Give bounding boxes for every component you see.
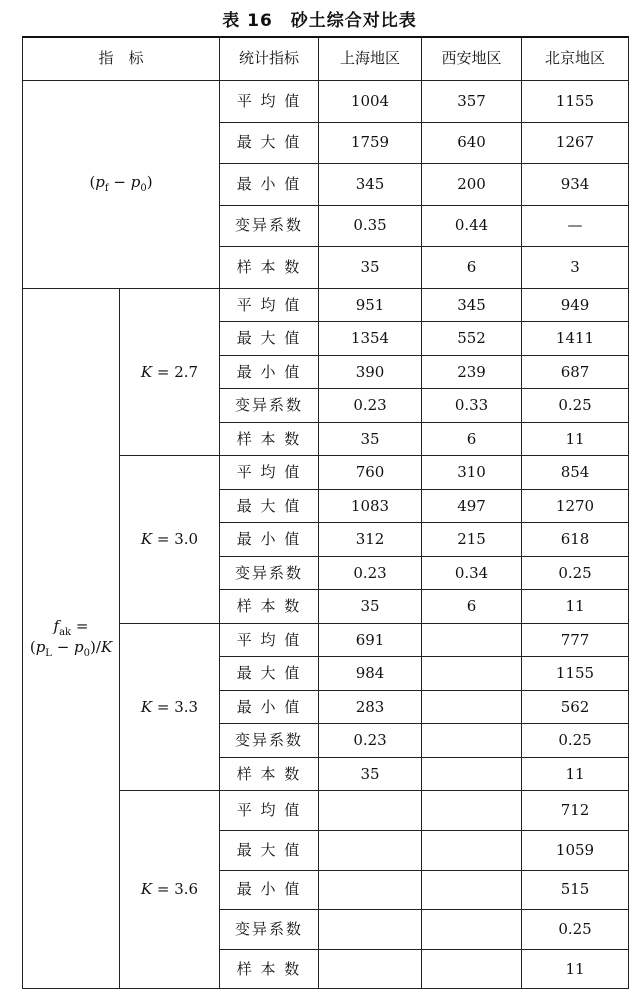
stat-label: 变异系数 xyxy=(220,910,319,950)
stat-label: 最 大 值 xyxy=(220,489,319,523)
k-label xyxy=(120,288,220,456)
k-value: = 2.7 xyxy=(152,362,199,381)
cell-xian xyxy=(422,657,522,691)
cell-xian: 345 xyxy=(422,288,522,322)
cell-shanghai: 345 xyxy=(319,164,422,206)
stat-label: 最 大 值 xyxy=(220,831,319,871)
k-value: = 3.0 xyxy=(152,530,199,549)
group1-label xyxy=(23,81,220,289)
stat-label: 最 小 值 xyxy=(220,690,319,724)
cell-shanghai: 35 xyxy=(319,247,422,289)
cell-beijing: 1059 xyxy=(522,831,629,871)
g2-p0-sub: 0 xyxy=(83,647,91,659)
g1-p-var: p xyxy=(95,173,105,192)
table-row xyxy=(23,81,629,123)
cell-beijing: 1411 xyxy=(522,322,629,356)
cell-xian xyxy=(422,724,522,758)
cell-xian xyxy=(422,623,522,657)
cell-shanghai: 0.23 xyxy=(319,724,422,758)
stat-label: 变异系数 xyxy=(220,556,319,590)
cell-xian: 497 xyxy=(422,489,522,523)
cell-shanghai: 1004 xyxy=(319,81,422,123)
cell-xian: 6 xyxy=(422,422,522,456)
cell-shanghai xyxy=(319,870,422,910)
stat-label: 最 大 值 xyxy=(220,657,319,691)
cell-shanghai: 390 xyxy=(319,355,422,389)
stat-label: 样 本 数 xyxy=(220,590,319,624)
cell-shanghai: 35 xyxy=(319,590,422,624)
cell-shanghai: 0.23 xyxy=(319,389,422,423)
stat-label: 平 均 值 xyxy=(220,288,319,322)
stat-label: 最 小 值 xyxy=(220,355,319,389)
g1-p-sub: f xyxy=(104,183,109,195)
cell-shanghai: 0.23 xyxy=(319,556,422,590)
stat-label: 最 大 值 xyxy=(220,122,319,164)
cell-shanghai: 691 xyxy=(319,623,422,657)
stat-label: 变异系数 xyxy=(220,389,319,423)
g2-pL-var: p xyxy=(35,637,46,656)
g2-pL-sub: L xyxy=(45,647,52,659)
header-beijing: 北京地区 xyxy=(522,37,629,81)
cell-beijing: 618 xyxy=(522,523,629,557)
table-caption: 表 16 砂土综合对比表 xyxy=(222,11,417,31)
group2-label xyxy=(23,288,120,988)
cell-xian: 6 xyxy=(422,590,522,624)
stat-label: 样 本 数 xyxy=(220,422,319,456)
cell-beijing: 712 xyxy=(522,791,629,831)
cell-shanghai xyxy=(319,949,422,989)
g1-open: ( xyxy=(89,173,96,192)
g2-minus: − xyxy=(51,637,75,656)
g2-k-var: K xyxy=(100,637,113,656)
k-value: = 3.6 xyxy=(152,880,199,899)
stat-label: 最 小 值 xyxy=(220,870,319,910)
cell-shanghai xyxy=(319,831,422,871)
cell-xian: 552 xyxy=(422,322,522,356)
cell-shanghai: 35 xyxy=(319,757,422,791)
k-var: K xyxy=(140,362,153,381)
k-label xyxy=(120,623,220,791)
g2-p0-var: p xyxy=(74,637,84,656)
cell-xian xyxy=(422,831,522,871)
cell-beijing: 0.25 xyxy=(522,910,629,950)
cell-beijing: 949 xyxy=(522,288,629,322)
cell-xian: 0.34 xyxy=(422,556,522,590)
cell-beijing: 11 xyxy=(522,590,629,624)
cell-beijing: 0.25 xyxy=(522,556,629,590)
stat-label: 最 大 值 xyxy=(220,322,319,356)
g1-p0-sub: 0 xyxy=(140,183,147,195)
header-indicator: 指 标 xyxy=(23,37,220,81)
table-row xyxy=(23,288,629,322)
cell-beijing: 0.25 xyxy=(522,724,629,758)
cell-shanghai: 984 xyxy=(319,657,422,691)
g2-close: )/ xyxy=(90,637,101,656)
stat-label: 最 小 值 xyxy=(220,523,319,557)
cell-beijing: 562 xyxy=(522,690,629,724)
g2-f-sub: ak xyxy=(59,627,72,639)
cell-xian xyxy=(422,690,522,724)
stat-label: 样 本 数 xyxy=(220,757,319,791)
cell-xian: 6 xyxy=(422,247,522,289)
stat-label: 平 均 值 xyxy=(220,623,319,657)
cell-shanghai: 1083 xyxy=(319,489,422,523)
stat-label: 平 均 值 xyxy=(220,81,319,123)
g2-open: ( xyxy=(29,637,36,656)
cell-beijing: — xyxy=(522,205,629,247)
cell-beijing: 1155 xyxy=(522,657,629,691)
k-var: K xyxy=(140,697,153,716)
cell-xian xyxy=(422,949,522,989)
cell-beijing: 934 xyxy=(522,164,629,206)
stat-label: 变异系数 xyxy=(220,205,319,247)
cell-beijing: 687 xyxy=(522,355,629,389)
cell-xian xyxy=(422,791,522,831)
cell-shanghai: 35 xyxy=(319,422,422,456)
cell-shanghai xyxy=(319,791,422,831)
stat-label: 样 本 数 xyxy=(220,247,319,289)
stat-label: 最 小 值 xyxy=(220,164,319,206)
k-value: = 3.3 xyxy=(152,697,199,716)
cell-xian: 200 xyxy=(422,164,522,206)
cell-beijing: 1267 xyxy=(522,122,629,164)
cell-beijing: 515 xyxy=(522,870,629,910)
cell-shanghai: 760 xyxy=(319,456,422,490)
cell-beijing: 854 xyxy=(522,456,629,490)
cell-beijing: 0.25 xyxy=(522,389,629,423)
cell-xian xyxy=(422,910,522,950)
k-var: K xyxy=(140,530,153,549)
cell-beijing: 777 xyxy=(522,623,629,657)
stat-label: 样 本 数 xyxy=(220,949,319,989)
cell-xian: 0.44 xyxy=(422,205,522,247)
g2-line2 xyxy=(23,639,119,660)
cell-beijing: 1155 xyxy=(522,81,629,123)
cell-xian xyxy=(422,870,522,910)
k-var: K xyxy=(140,880,153,899)
k-label xyxy=(120,791,220,989)
cell-shanghai: 951 xyxy=(319,288,422,322)
cell-xian: 310 xyxy=(422,456,522,490)
cell-xian: 215 xyxy=(422,523,522,557)
g1-minus: − xyxy=(108,173,131,192)
header-shanghai: 上海地区 xyxy=(319,37,422,81)
stat-label: 平 均 值 xyxy=(220,791,319,831)
stat-label: 平 均 值 xyxy=(220,456,319,490)
cell-shanghai: 1354 xyxy=(319,322,422,356)
cell-shanghai: 283 xyxy=(319,690,422,724)
cell-xian: 357 xyxy=(422,81,522,123)
g2-eq: = xyxy=(71,617,89,636)
header-stat: 统计指标 xyxy=(220,37,319,81)
cell-shanghai: 312 xyxy=(319,523,422,557)
cell-beijing: 11 xyxy=(522,422,629,456)
stat-label: 变异系数 xyxy=(220,724,319,758)
cell-beijing: 3 xyxy=(522,247,629,289)
g2-f-var: f xyxy=(53,617,60,636)
cell-xian: 640 xyxy=(422,122,522,164)
cell-beijing: 11 xyxy=(522,949,629,989)
comparison-table xyxy=(22,36,629,989)
cell-xian: 0.33 xyxy=(422,389,522,423)
cell-shanghai: 1759 xyxy=(319,122,422,164)
header-row xyxy=(23,37,629,81)
g1-close: ) xyxy=(146,173,153,192)
cell-shanghai xyxy=(319,910,422,950)
k-label xyxy=(120,456,220,624)
cell-xian: 239 xyxy=(422,355,522,389)
g2-line1 xyxy=(23,618,119,639)
header-xian: 西安地区 xyxy=(422,37,522,81)
cell-xian xyxy=(422,757,522,791)
g1-p0-var: p xyxy=(130,173,141,192)
cell-shanghai: 0.35 xyxy=(319,205,422,247)
cell-beijing: 11 xyxy=(522,757,629,791)
cell-beijing: 1270 xyxy=(522,489,629,523)
